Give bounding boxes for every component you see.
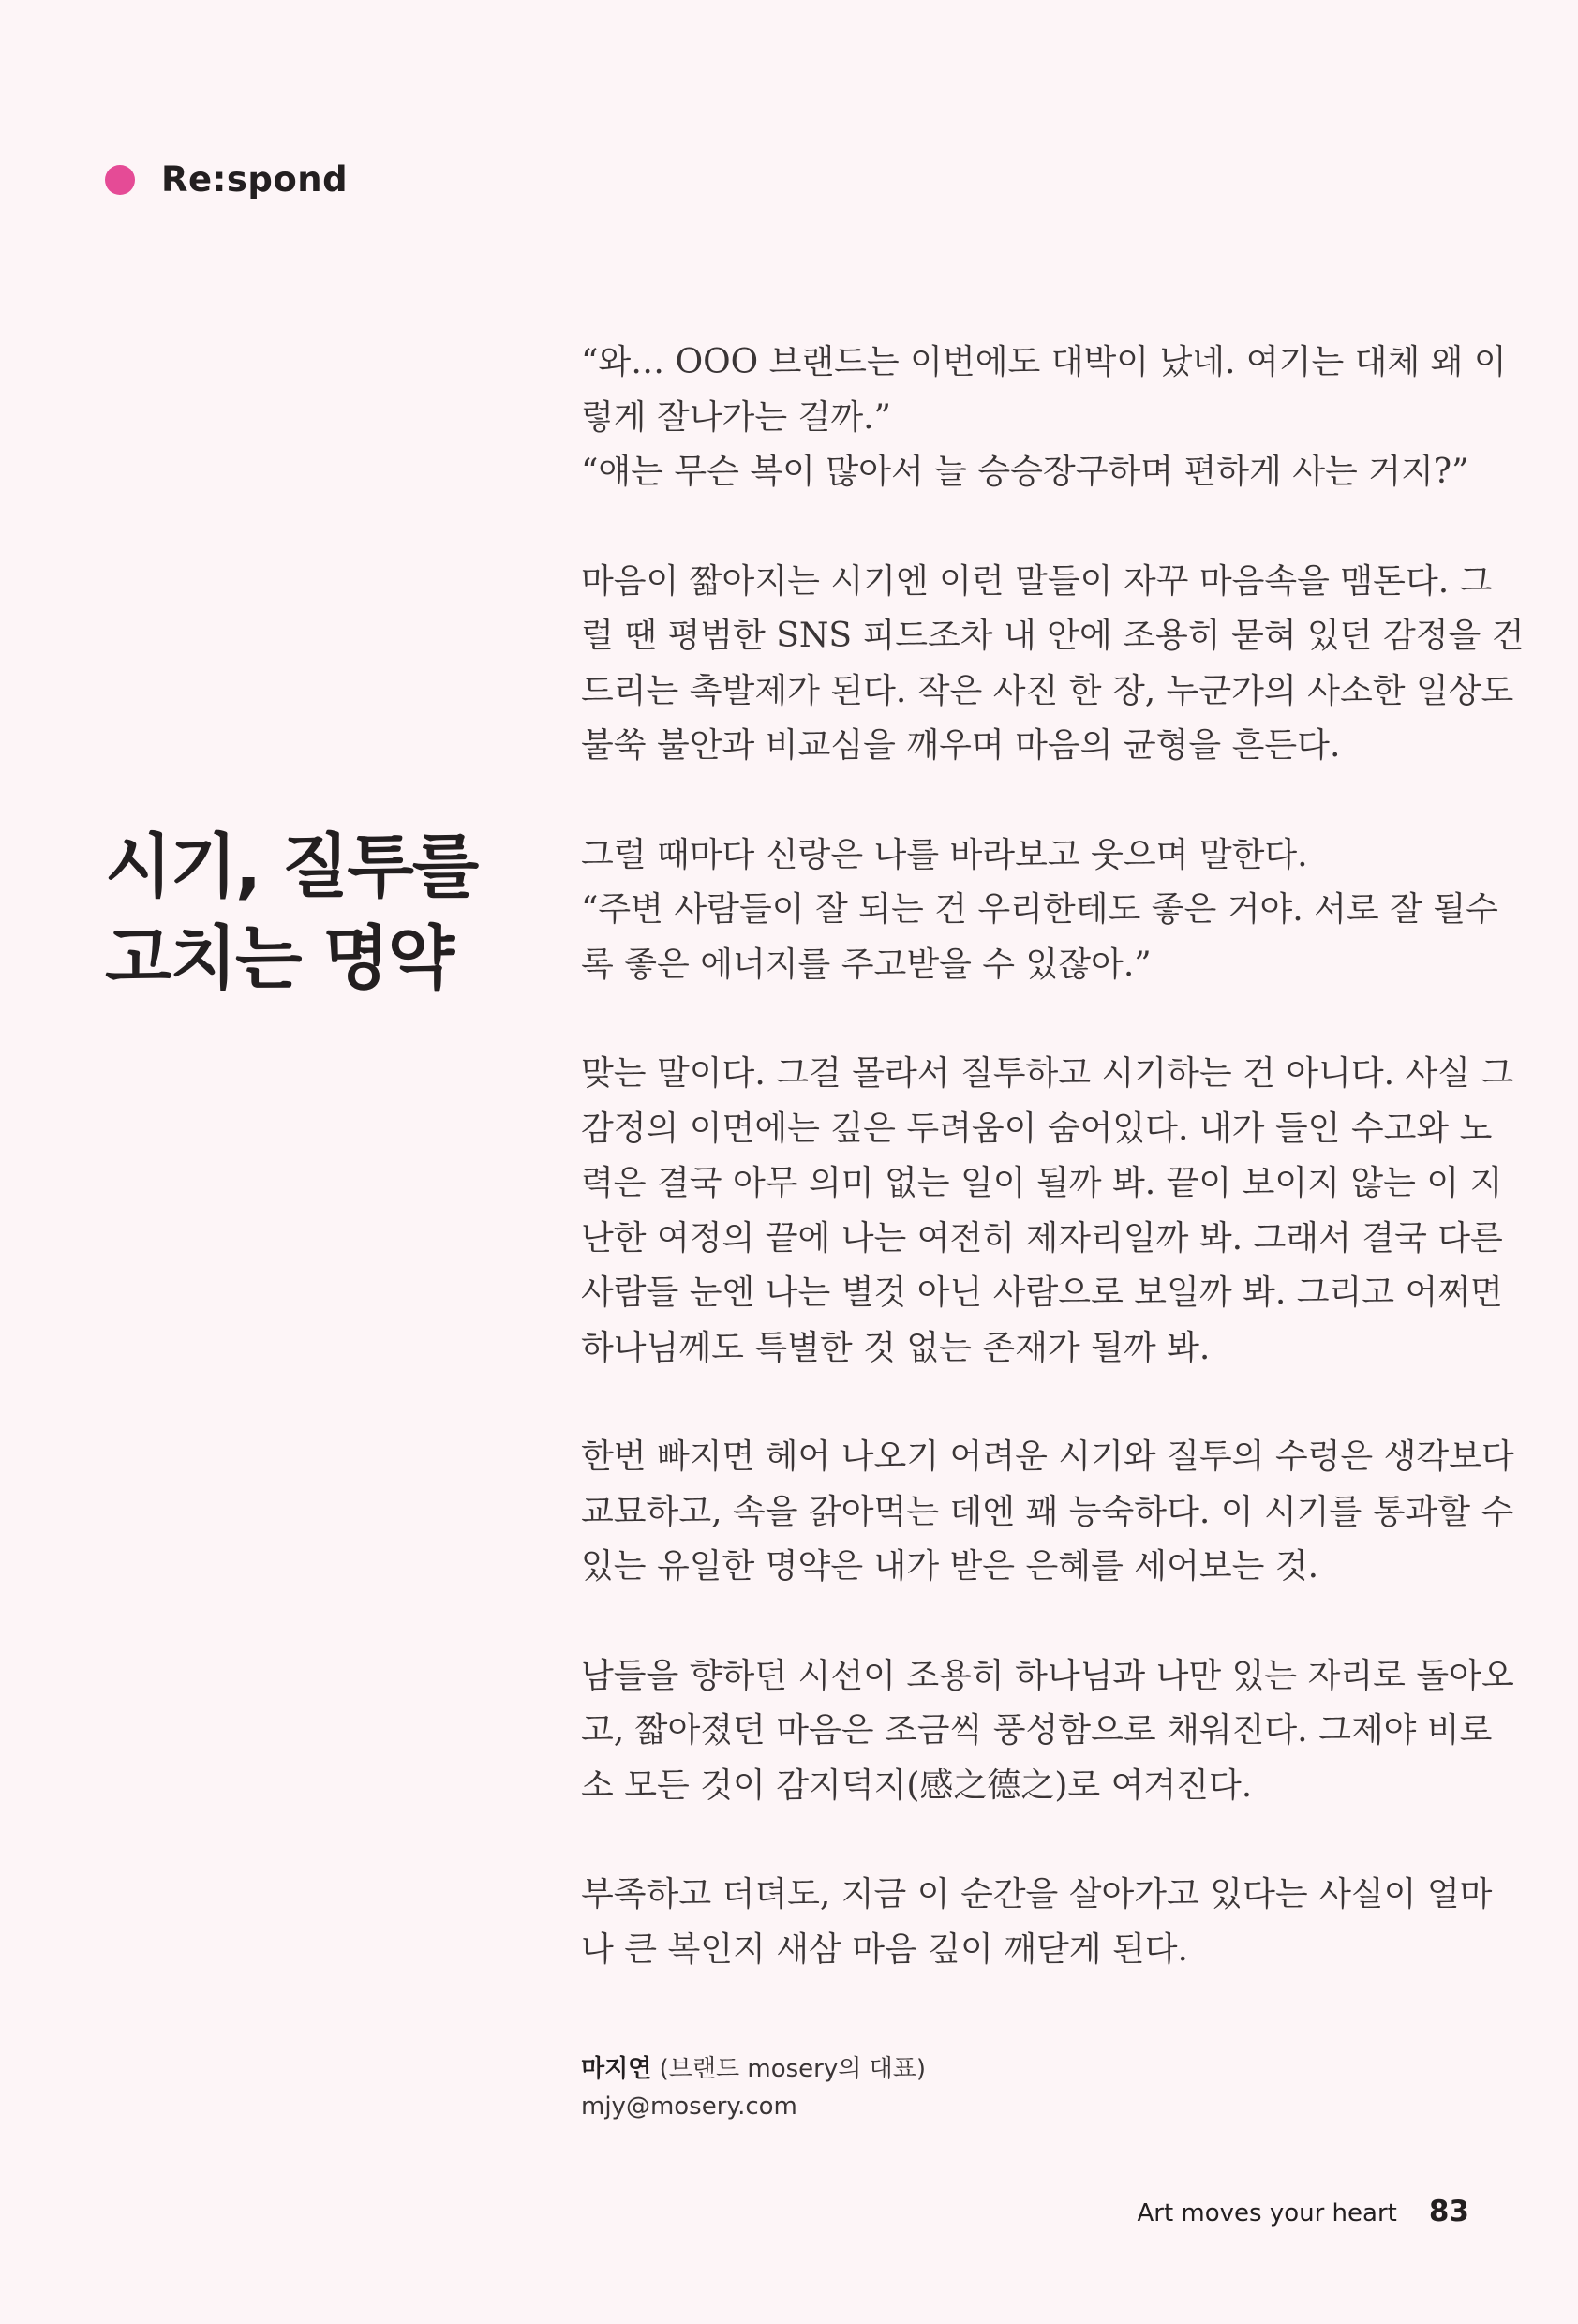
body-line: 소 모든 것이 감지덕지(感之德之)로 여겨진다. [581, 1765, 1253, 1805]
body-line: 있는 유일한 명약은 내가 받은 은혜를 세어보는 것. [581, 1547, 1319, 1586]
body-line: 감정의 이면에는 깊은 두려움이 숨어있다. 내가 들인 수고와 노 [581, 1109, 1493, 1148]
body-paragraph [581, 335, 1507, 500]
body-line: 불쑥 불안과 비교심을 깨우며 마음의 균형을 흔든다. [581, 726, 1341, 765]
headline-line-2: 고치는 명약 [105, 918, 454, 999]
body-line: 하나님께도 특별한 것 없는 존재가 될까 봐. [581, 1328, 1211, 1367]
headline-line-1: 시기, 질투를 [105, 827, 478, 907]
author-name: 마지연 [581, 2055, 652, 2083]
body-paragraph [581, 1649, 1514, 1814]
author-block [581, 2050, 926, 2125]
section-dot-icon [105, 165, 135, 195]
body-line: “얘는 무슨 복이 많아서 늘 승승장구하며 편하게 사는 거지?” [581, 453, 1469, 491]
body-paragraph [581, 1047, 1514, 1376]
body-line: 교묘하고, 속을 갉아먹는 데엔 꽤 능숙하다. 이 시기를 통과할 수 [581, 1492, 1514, 1531]
body-paragraph [581, 828, 1498, 993]
body-line: 한번 빠지면 헤어 나오기 어려운 시기와 질투의 수렁은 생각보다 [581, 1438, 1514, 1476]
body-line: 남들을 향하던 시선이 조용히 하나님과 나만 있는 자리로 돌아오 [581, 1656, 1514, 1695]
author-line [581, 2050, 926, 2088]
body-line: 난한 여정의 끝에 나는 여전히 제자리일까 봐. 그래서 결국 다른 [581, 1218, 1503, 1258]
page-footer [1137, 2195, 1469, 2228]
body-line: “주변 사람들이 잘 되는 건 우리한테도 좋은 거야. 서로 잘 될수 [581, 890, 1498, 929]
page-number: 83 [1428, 2195, 1469, 2228]
body-line: 력은 결국 아무 의미 없는 일이 될까 봐. 끝이 보이지 않는 이 지 [581, 1164, 1503, 1202]
article-headline [105, 821, 536, 1005]
body-line: 록 좋은 에너지를 주고받을 수 있잖아.” [581, 945, 1152, 984]
body-line: 럴 땐 평범한 SNS 피드조차 내 안에 조용히 묻혀 있던 감정을 건 [581, 617, 1525, 655]
body-line: “와… OOO 브랜드는 이번에도 대박이 났네. 여기는 대체 왜 이 [581, 343, 1507, 381]
body-line: 나 큰 복인지 새삼 마음 깊이 깨닫게 된다. [581, 1929, 1188, 1969]
body-line: 드리는 촉발제가 된다. 작은 사진 한 장, 누군가의 사소한 일상도 [581, 671, 1514, 710]
body-line: 마음이 짧아지는 시기엔 이런 말들이 자꾸 마음속을 맴돈다. 그 [581, 561, 1493, 601]
body-line: 부족하고 더뎌도, 지금 이 순간을 살아가고 있다는 사실이 얼마 [581, 1875, 1493, 1914]
body-paragraph [581, 1868, 1493, 1977]
section-tag [105, 159, 348, 200]
author-email[interactable]: mjy@mosery.com [581, 2093, 797, 2121]
body-line: 고, 짧아졌던 마음은 조금씩 풍성함으로 채워진다. 그제야 비로 [581, 1711, 1493, 1750]
footer-tagline: Art moves your heart [1137, 2199, 1397, 2227]
body-paragraph [581, 555, 1525, 774]
author-title: (브랜드 mosery의 대표) [659, 2055, 926, 2083]
body-line: 사람들 눈엔 나는 별것 아닌 사람으로 보일까 봐. 그리고 어쩌면 [581, 1274, 1503, 1312]
body-line: 렇게 잘나가는 걸까.” [581, 397, 891, 437]
section-name: Re:spond [161, 159, 349, 200]
body-paragraph [581, 1430, 1514, 1595]
body-line: 맞는 말이다. 그걸 몰라서 질투하고 시기하는 건 아니다. 사실 그 [581, 1054, 1514, 1093]
body-line: 그럴 때마다 신랑은 나를 바라보고 웃으며 말한다. [581, 835, 1308, 874]
article-body [581, 335, 1525, 2032]
